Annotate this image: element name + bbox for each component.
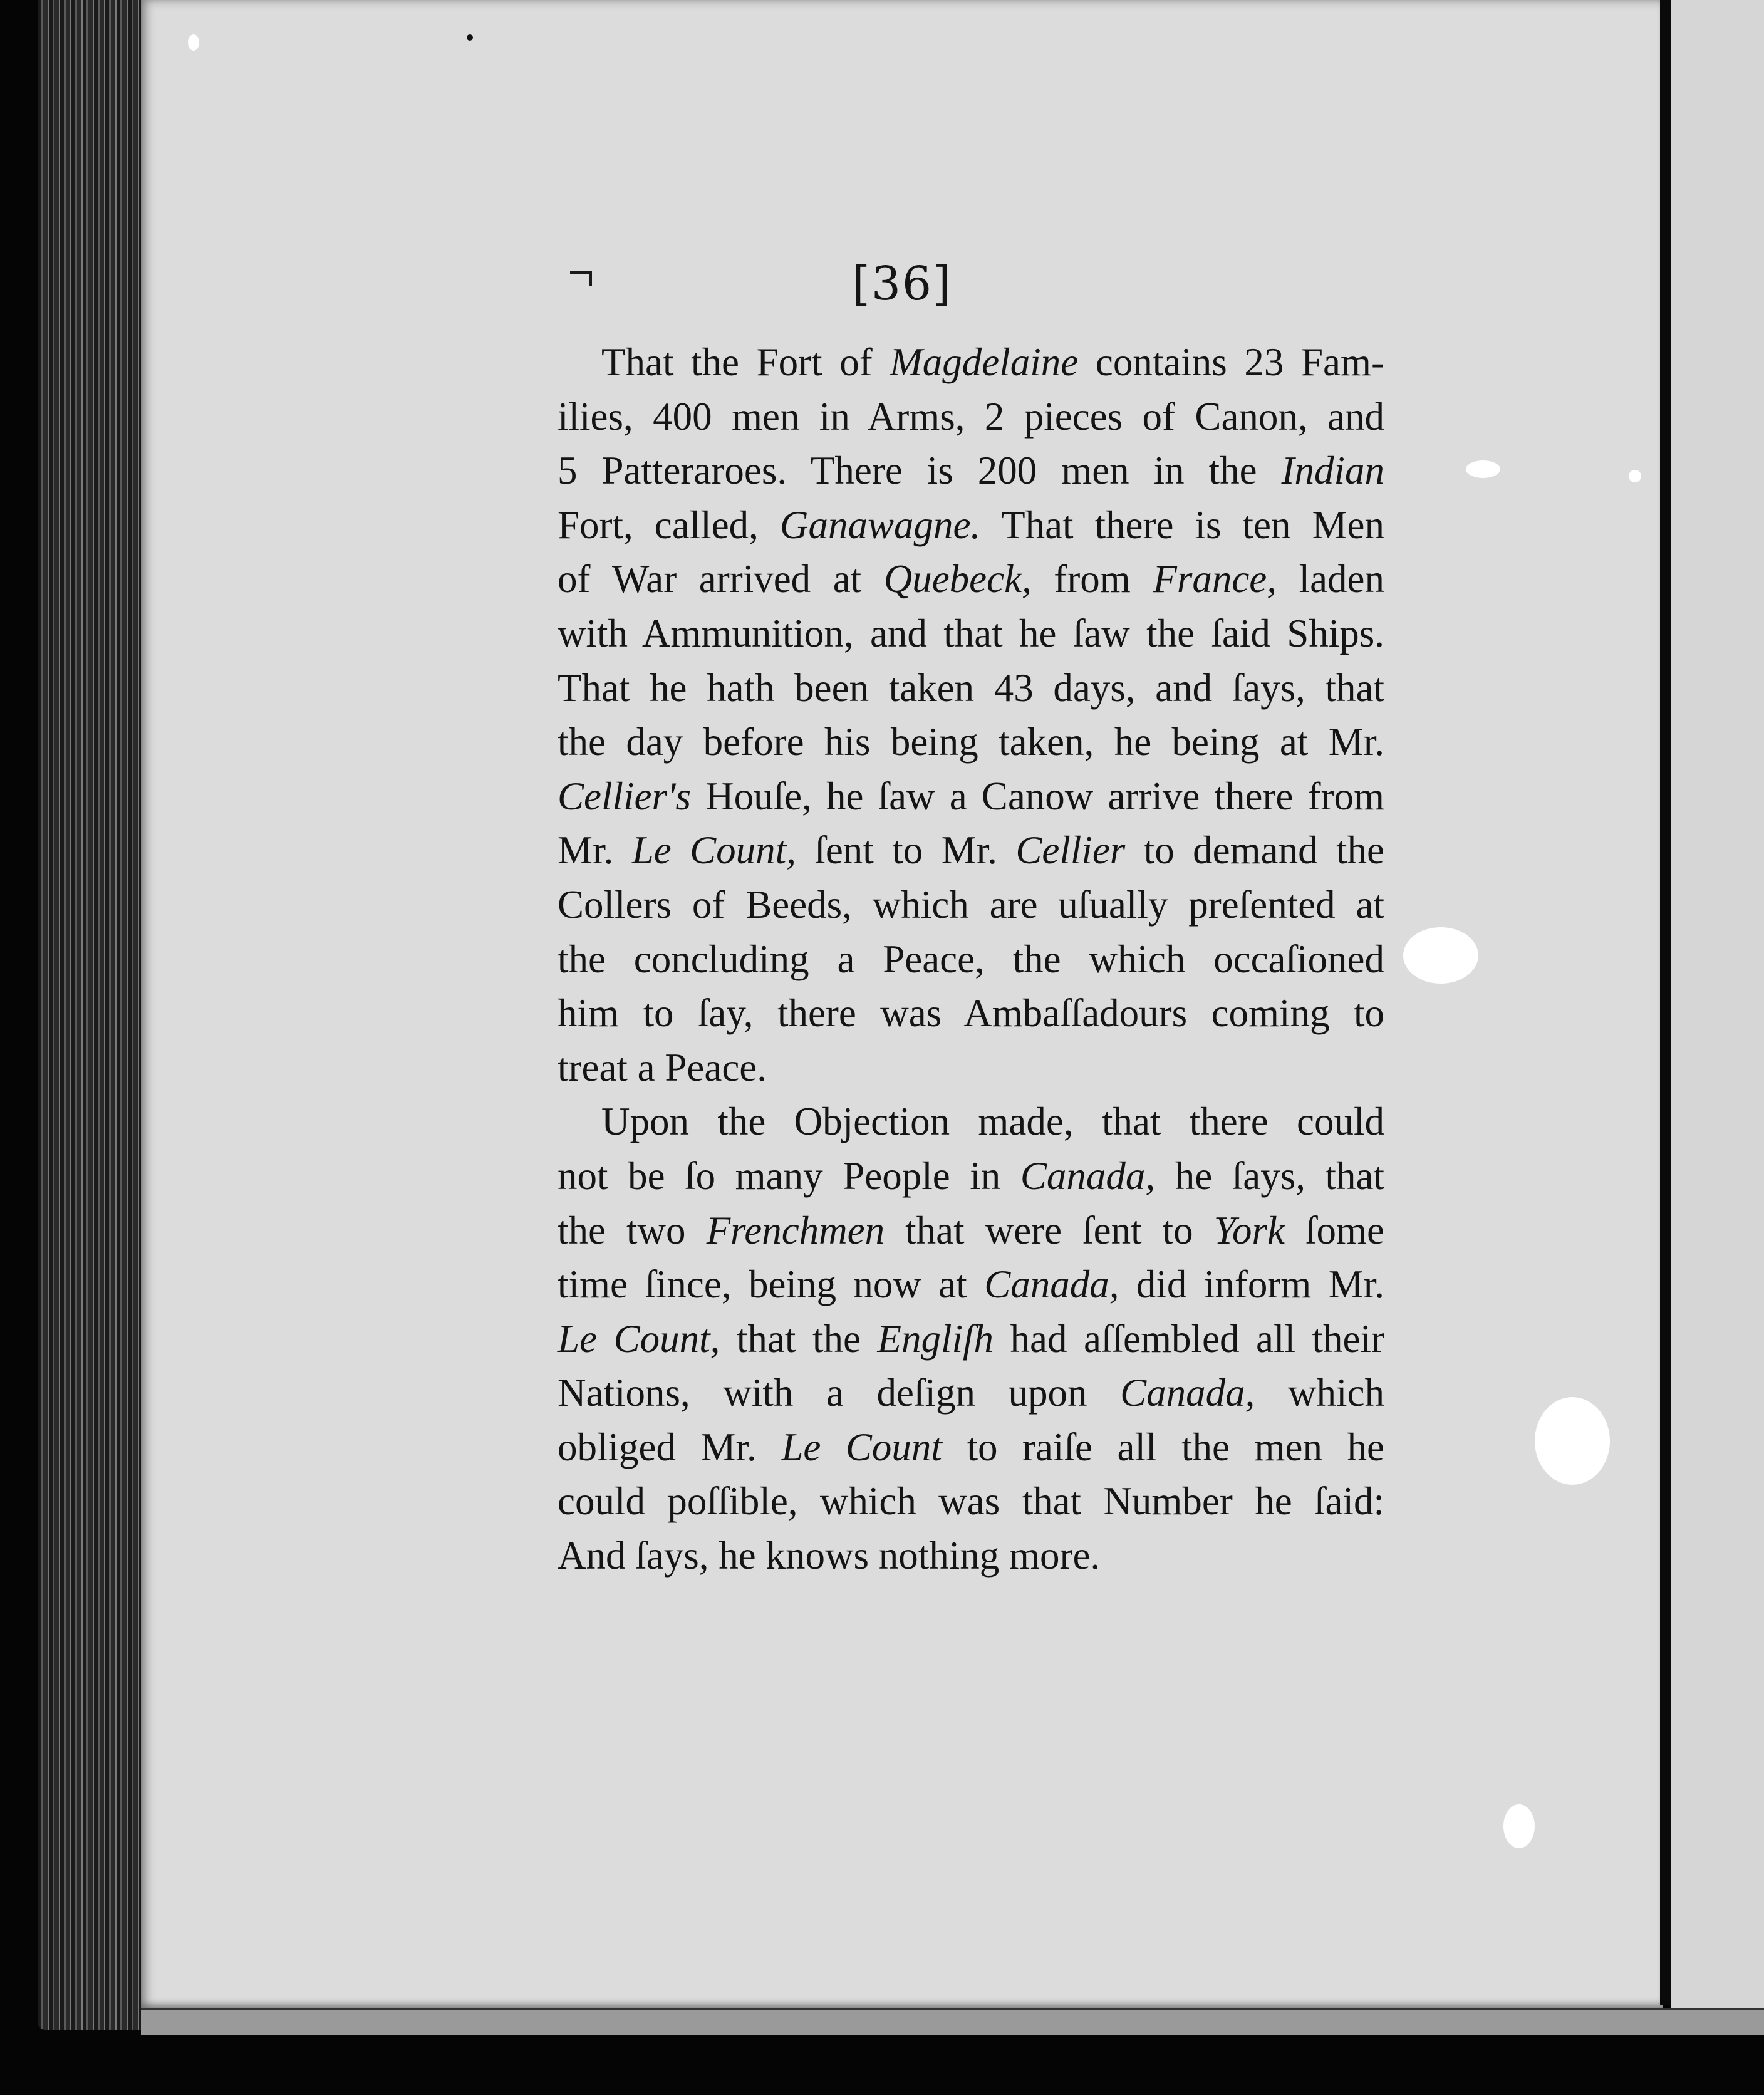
page-bottom-edge xyxy=(141,2008,1764,2035)
text-line xyxy=(558,878,1384,932)
scan-speck xyxy=(1403,927,1478,984)
text-line xyxy=(558,1420,1384,1475)
text-line xyxy=(558,769,1384,824)
italic-segment: Cellier's xyxy=(558,774,691,818)
italic-segment: Canada, xyxy=(984,1262,1119,1307)
text-segment: the concluding a Peace, the which occaſioned xyxy=(558,937,1384,981)
scan-speck xyxy=(188,34,199,51)
text-segment: the day before his being taken, he being at Mr. xyxy=(558,720,1384,764)
scan-speck xyxy=(1629,470,1641,482)
text-line xyxy=(558,1366,1384,1420)
text-segment: Nations, with a deſign upon xyxy=(558,1371,1121,1415)
italic-segment: Le Count xyxy=(781,1425,942,1469)
text-segment: 5 Patteraroes. There is 200 men in the xyxy=(558,449,1282,493)
text-segment: he ſays, that xyxy=(1155,1153,1385,1198)
text-line xyxy=(558,1257,1384,1312)
italic-segment: Frenchmen xyxy=(706,1208,885,1252)
text-segment: ilies, 400 men in Arms, 2 pieces of Canon, and xyxy=(558,394,1384,439)
text-line xyxy=(558,390,1384,444)
text-line xyxy=(558,552,1384,606)
text-segment: And ſays, he knows nothing more. xyxy=(558,1534,1101,1578)
text-segment: that the xyxy=(720,1316,878,1361)
page-number: [36] xyxy=(852,257,952,311)
text-line xyxy=(558,1041,1384,1095)
italic-segment: Canada, xyxy=(1020,1153,1156,1198)
gutter-shadow xyxy=(1660,0,1671,2005)
text-line xyxy=(558,1474,1384,1529)
text-segment: not be ſo many People in xyxy=(558,1153,1020,1198)
text-segment: That the Fort of xyxy=(601,340,890,384)
text-segment: Houſe, he ſaw a Canow arrive there from xyxy=(690,774,1384,818)
scan-speck xyxy=(1535,1397,1610,1485)
italic-segment: Magdelaine xyxy=(890,340,1079,384)
scan-speck xyxy=(1503,1804,1535,1848)
text-segment: to demand the xyxy=(1125,828,1384,873)
text-segment: of War arrived at xyxy=(558,557,884,601)
italic-segment: Le Count, xyxy=(558,1316,720,1361)
page-sheet xyxy=(141,0,1663,2008)
text-line xyxy=(558,1529,1384,1583)
text-line xyxy=(558,1094,1384,1149)
text-segment: laden xyxy=(1277,557,1384,601)
text-line xyxy=(558,1312,1384,1366)
italic-segment: France, xyxy=(1153,557,1277,601)
text-segment: that were ſent to xyxy=(885,1208,1214,1252)
text-line xyxy=(558,823,1384,878)
text-segment: to raiſe all the men he xyxy=(942,1425,1384,1469)
text-segment: had aſſembled all their xyxy=(993,1316,1384,1361)
text-segment: That he hath been taken 43 days, and ſays, that xyxy=(558,665,1384,710)
text-segment: Collers of Beeds, which are uſually preſented at xyxy=(558,882,1384,927)
text-segment: obliged Mr. xyxy=(558,1425,782,1469)
text-segment: ſome xyxy=(1284,1208,1384,1252)
text-segment: the two xyxy=(558,1208,707,1252)
italic-segment: Le Count, xyxy=(631,828,796,873)
text-line xyxy=(558,1203,1384,1258)
book-page-edges xyxy=(38,0,144,2030)
text-segment: Mr. xyxy=(558,828,632,873)
text-segment: did inform Mr. xyxy=(1119,1262,1384,1307)
text-segment: from xyxy=(1031,557,1153,601)
text-line xyxy=(558,986,1384,1041)
italic-segment: Cellier xyxy=(1015,828,1126,873)
text-line xyxy=(558,444,1384,498)
text-segment: contains 23 Fam- xyxy=(1078,340,1384,384)
scan-speck xyxy=(467,34,473,41)
text-line xyxy=(558,498,1384,553)
scan-speck xyxy=(1466,460,1500,478)
italic-segment: Quebeck, xyxy=(883,557,1032,601)
adjacent-page-edge xyxy=(1671,0,1764,2024)
text-segment: ſent to Mr. xyxy=(796,828,1016,873)
italic-segment: Engliſh xyxy=(877,1316,994,1361)
text-segment: Upon the Objection made, that there could xyxy=(601,1099,1384,1144)
text-line xyxy=(558,1149,1384,1203)
text-segment: could poſſible, which was that Number he ſaid: xyxy=(558,1479,1384,1524)
italic-segment: York xyxy=(1213,1208,1285,1252)
text-block xyxy=(558,335,1384,1583)
text-segment: which xyxy=(1255,1371,1384,1415)
text-segment: treat a Peace. xyxy=(558,1045,767,1089)
italic-segment: Ganawagne. xyxy=(779,502,981,547)
text-segment: Fort, called, xyxy=(558,502,780,547)
text-line xyxy=(558,661,1384,715)
text-segment: time ſince, being now at xyxy=(558,1262,985,1307)
text-line xyxy=(558,932,1384,987)
text-segment: him to ſay, there was Ambaſſadours coming to xyxy=(558,991,1384,1036)
text-line xyxy=(558,606,1384,661)
italic-segment: Indian xyxy=(1281,449,1384,493)
italic-segment: Canada, xyxy=(1120,1371,1255,1415)
text-line xyxy=(558,715,1384,769)
text-segment: with Ammunition, and that he ſaw the ſaid Ships. xyxy=(558,611,1384,655)
text-line xyxy=(558,335,1384,390)
text-segment: That there is ten Men xyxy=(980,502,1384,547)
